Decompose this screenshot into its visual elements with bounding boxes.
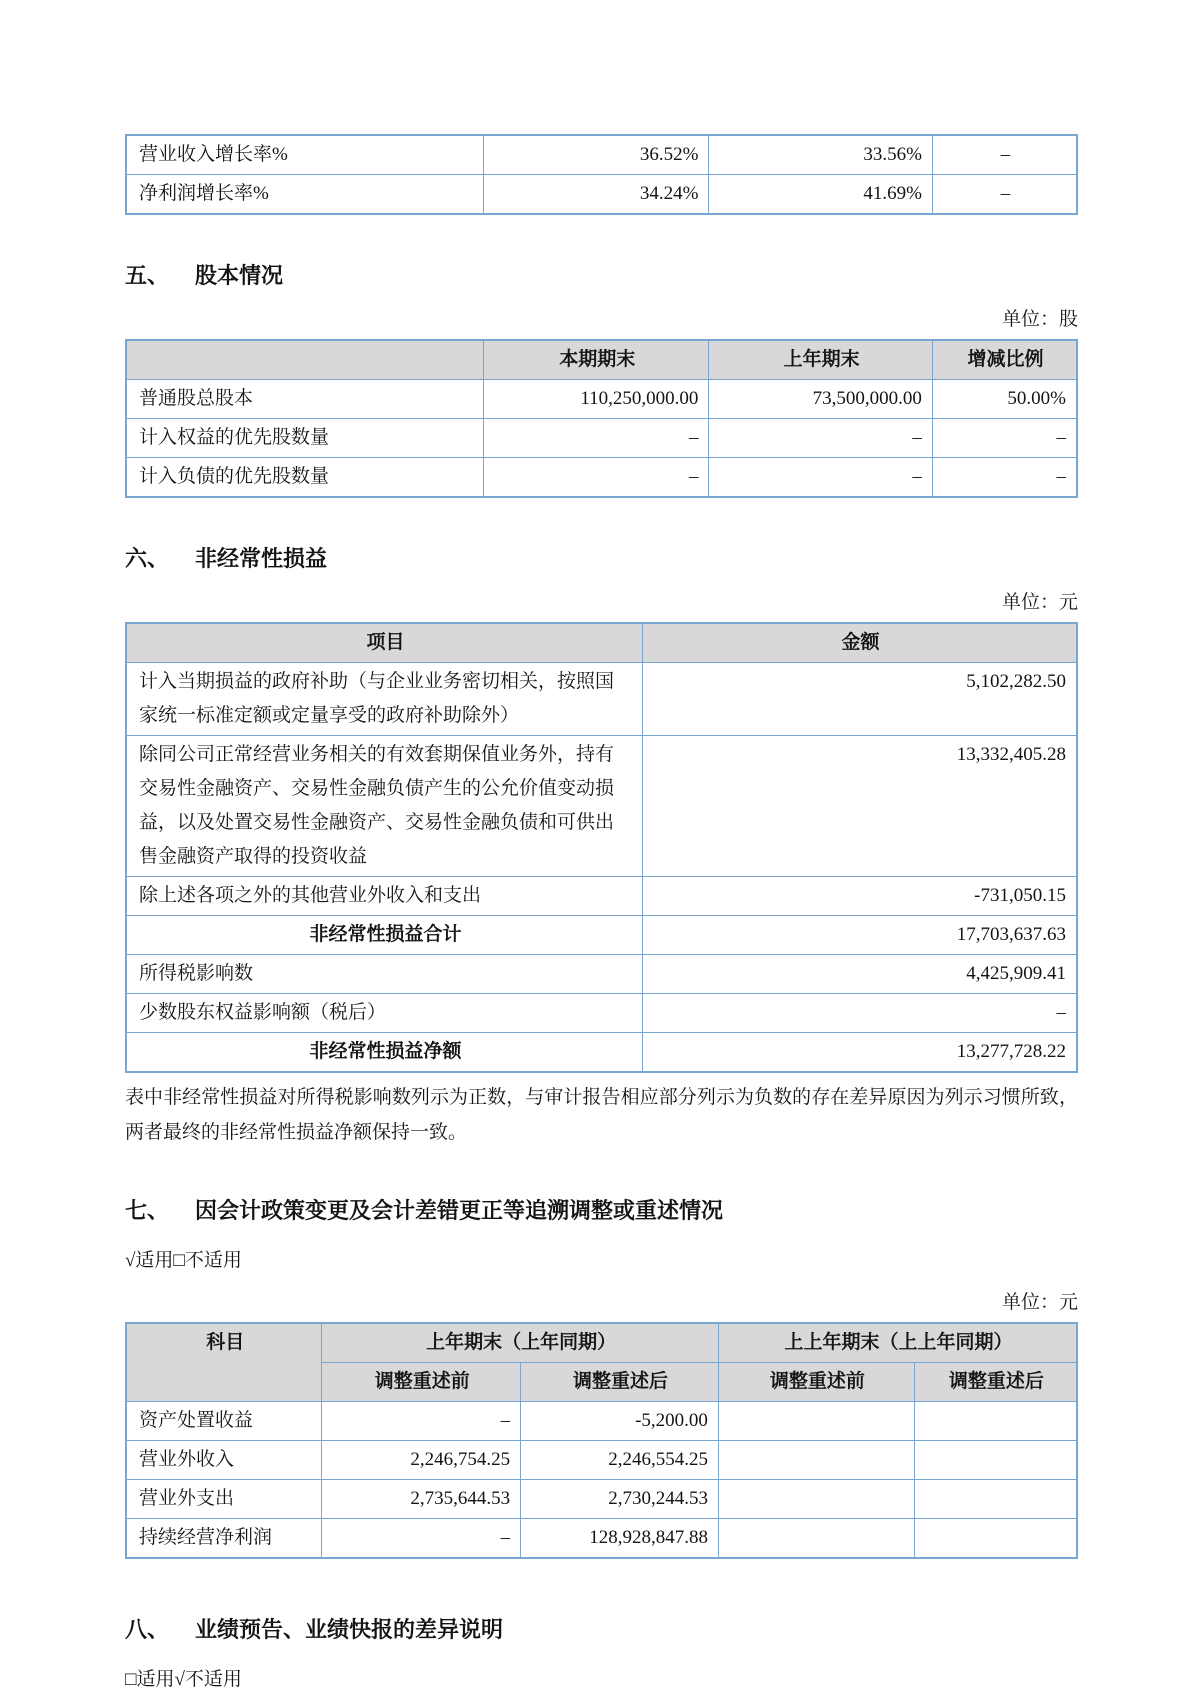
share-capital-table	[125, 339, 1078, 498]
value-cell	[914, 1519, 1077, 1559]
total-label-cell: 非经常性损益合计	[126, 916, 642, 955]
section-title: 非经常性损益	[195, 546, 328, 571]
unit-label: 单位：元	[1001, 1292, 1078, 1313]
header-cell: 科目	[126, 1323, 322, 1402]
value-cell: 33.56%	[709, 135, 932, 175]
header-cell: 调整重述后	[521, 1363, 719, 1402]
value-cell: -5,200.00	[521, 1402, 719, 1441]
table-row	[126, 135, 1077, 175]
value-cell: 17,703,637.63	[642, 916, 1077, 955]
section5-heading	[125, 261, 1078, 291]
row-label-cell: 营业外支出	[126, 1480, 322, 1519]
value-cell: –	[709, 458, 932, 498]
section6-heading	[125, 544, 1078, 574]
value-cell: –	[484, 458, 709, 498]
value-cell: 110,250,000.00	[484, 380, 709, 419]
table-row	[126, 175, 1077, 215]
value-cell: 13,332,405.28	[642, 736, 1077, 877]
value-cell: 2,730,244.53	[521, 1480, 719, 1519]
value-cell	[718, 1480, 914, 1519]
table-header-row	[126, 1323, 1077, 1363]
unit-label: 单位：股	[1001, 309, 1078, 330]
section-number: 六、	[125, 546, 170, 571]
row-label-cell: 计入负债的优先股数量	[126, 458, 484, 498]
table-header-row	[126, 340, 1077, 380]
value-cell	[914, 1402, 1077, 1441]
value-cell	[914, 1480, 1077, 1519]
value-cell: –	[484, 419, 709, 458]
section-number: 五、	[125, 263, 170, 288]
value-cell: –	[932, 135, 1077, 175]
section-title: 股本情况	[195, 263, 284, 288]
header-cell: 调整重述前	[718, 1363, 914, 1402]
table-row	[126, 1480, 1077, 1519]
row-label-cell: 计入当期损益的政府补助（与企业业务密切相关，按照国家统一标准定额或定量享受的政府补助除外）	[126, 663, 642, 736]
row-label-cell: 除同公司正常经营业务相关的有效套期保值业务外，持有交易性金融资产、交易性金融负债产生的公允价值变动损益，以及处置交易性金融资产、交易性金融负债和可供出售金融资产取得的投资收益	[126, 736, 642, 877]
value-cell: 2,246,554.25	[521, 1441, 719, 1480]
value-cell: 5,102,282.50	[642, 663, 1077, 736]
section8-heading	[125, 1615, 1078, 1645]
row-label-cell: 资产处置收益	[126, 1402, 322, 1441]
header-cell: 上年期末	[709, 340, 932, 380]
row-label-cell: 除上述各项之外的其他营业外收入和支出	[126, 877, 642, 916]
value-cell: 50.00%	[932, 380, 1077, 419]
growth-rate-table-wrap	[125, 134, 1078, 215]
value-cell: –	[932, 419, 1077, 458]
growth-rate-table	[125, 134, 1078, 215]
row-label-cell: 净利润增长率%	[126, 175, 484, 215]
value-cell: 4,425,909.41	[642, 955, 1077, 994]
row-label-cell: 少数股东权益影响额（税后）	[126, 994, 642, 1033]
value-cell: 128,928,847.88	[521, 1519, 719, 1559]
section-title: 因会计政策变更及会计差错更正等追溯调整或重述情况	[195, 1198, 724, 1223]
table-row	[126, 1402, 1077, 1441]
value-cell: 2,735,644.53	[322, 1480, 521, 1519]
table-row	[126, 1441, 1077, 1480]
header-cell: 项目	[126, 623, 642, 663]
row-label-cell: 持续经营净利润	[126, 1519, 322, 1559]
table-row	[126, 380, 1077, 419]
section-title: 业绩预告、业绩快报的差异说明	[195, 1617, 504, 1642]
non-recurring-items-table	[125, 622, 1078, 1073]
section7-heading	[125, 1196, 1078, 1226]
table-row	[126, 663, 1077, 736]
header-group-cell: 上年期末（上年同期）	[322, 1323, 719, 1363]
value-cell: 73,500,000.00	[709, 380, 932, 419]
value-cell: –	[322, 1402, 521, 1441]
table-row	[126, 994, 1077, 1033]
applicability-statement: √适用□不适用	[125, 1250, 242, 1271]
value-cell	[718, 1441, 914, 1480]
share-capital-table-wrap	[125, 339, 1078, 498]
restatement-table-wrap	[125, 1322, 1078, 1559]
non-recurring-note: 表中非经常性损益对所得税影响数列示为正数，与审计报告相应部分列示为负数的存在差异原因为列示习惯所致，两者最终的非经常性损益净额保持一致。	[125, 1087, 1078, 1143]
row-label-cell: 计入权益的优先股数量	[126, 419, 484, 458]
unit-label: 单位：元	[1001, 592, 1078, 613]
value-cell: –	[932, 458, 1077, 498]
header-group-cell: 上上年期末（上上年同期）	[718, 1323, 1077, 1363]
table-row	[126, 736, 1077, 877]
section-number: 八、	[125, 1617, 170, 1642]
table-row	[126, 955, 1077, 994]
header-cell	[126, 340, 484, 380]
total-label-cell: 非经常性损益净额	[126, 1033, 642, 1073]
header-cell: 调整重述后	[914, 1363, 1077, 1402]
value-cell: 13,277,728.22	[642, 1033, 1077, 1073]
value-cell	[914, 1441, 1077, 1480]
row-label-cell: 普通股总股本	[126, 380, 484, 419]
value-cell: 36.52%	[484, 135, 709, 175]
row-label-cell: 所得税影响数	[126, 955, 642, 994]
table-row	[126, 419, 1077, 458]
section-number: 七、	[125, 1198, 170, 1223]
value-cell: –	[932, 175, 1077, 215]
value-cell: 34.24%	[484, 175, 709, 215]
value-cell: –	[322, 1519, 521, 1559]
value-cell	[718, 1402, 914, 1441]
value-cell: -731,050.15	[642, 877, 1077, 916]
table-row	[126, 877, 1077, 916]
restatement-table	[125, 1322, 1078, 1559]
header-cell: 调整重述前	[322, 1363, 521, 1402]
table-row	[126, 1519, 1077, 1559]
value-cell: 41.69%	[709, 175, 932, 215]
header-cell: 增减比例	[932, 340, 1077, 380]
row-label-cell: 营业收入增长率%	[126, 135, 484, 175]
value-cell	[718, 1519, 914, 1559]
header-cell: 本期期末	[484, 340, 709, 380]
value-cell: 2,246,754.25	[322, 1441, 521, 1480]
table-header-row	[126, 623, 1077, 663]
value-cell: –	[642, 994, 1077, 1033]
table-row	[126, 916, 1077, 955]
header-cell: 金额	[642, 623, 1077, 663]
value-cell: –	[709, 419, 932, 458]
table-row	[126, 458, 1077, 498]
row-label-cell: 营业外收入	[126, 1441, 322, 1480]
table-row	[126, 1033, 1077, 1073]
applicability-statement: □适用√不适用	[125, 1669, 242, 1690]
non-recurring-table-wrap	[125, 622, 1078, 1073]
